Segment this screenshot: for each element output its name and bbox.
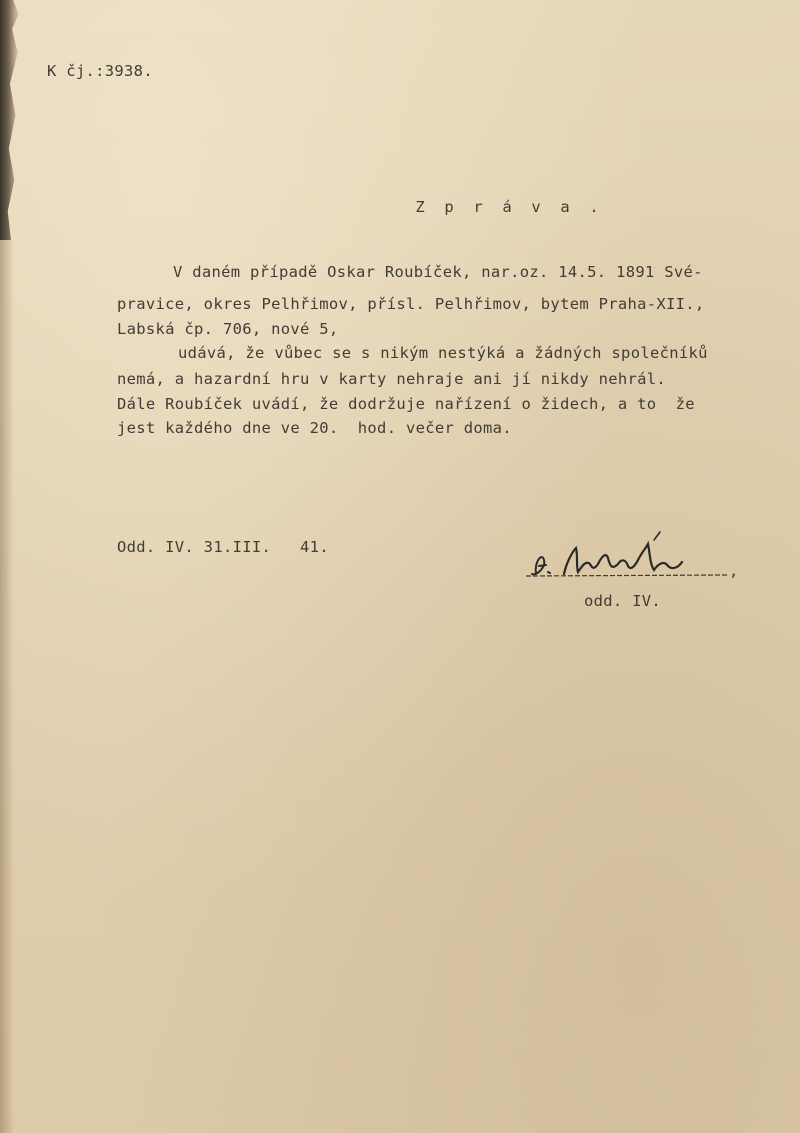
handwritten-signature (522, 530, 737, 590)
document-title (378, 180, 618, 234)
title-letter: á (502, 198, 512, 216)
signature-block (522, 530, 737, 590)
title-letter: a (560, 198, 570, 216)
body-line: nemá, a hazardní hru v karty nehraje ani jí nikdy nehrál. (117, 370, 667, 388)
reference-number: K čj.:3938. (47, 62, 153, 80)
dateline: Odd. IV. 31.III. 41. (117, 538, 329, 556)
title-letter: v (531, 198, 541, 216)
body-line: Dále Roubíček uvádí, že dodržuje nařízení o židech, a to že (117, 395, 695, 413)
body-line: jest každého dne ve 20. hod. večer doma. (117, 419, 512, 437)
title-letter: p (444, 198, 454, 216)
signature-comma: , (729, 562, 739, 580)
department-label: odd. IV. (584, 592, 662, 610)
title-letter: r (473, 198, 483, 216)
torn-left-edge (0, 0, 30, 1133)
torn-edge-dark (0, 0, 22, 240)
edge-shadow (0, 240, 14, 1133)
body-line: pravice, okres Pelhřimov, přísl. Pelhřimov, bytem Praha-XII., (117, 295, 705, 313)
body-line: udává, že vůbec se s nikým nestýká a žádných společníků (178, 344, 708, 362)
body-line: V daném případě Oskar Roubíček, nar.oz. 14.5. 1891 Své- (173, 263, 703, 281)
title-letter: Z (415, 198, 425, 216)
title-letter: . (589, 198, 599, 216)
body-line: Labská čp. 706, nové 5, (117, 320, 339, 338)
